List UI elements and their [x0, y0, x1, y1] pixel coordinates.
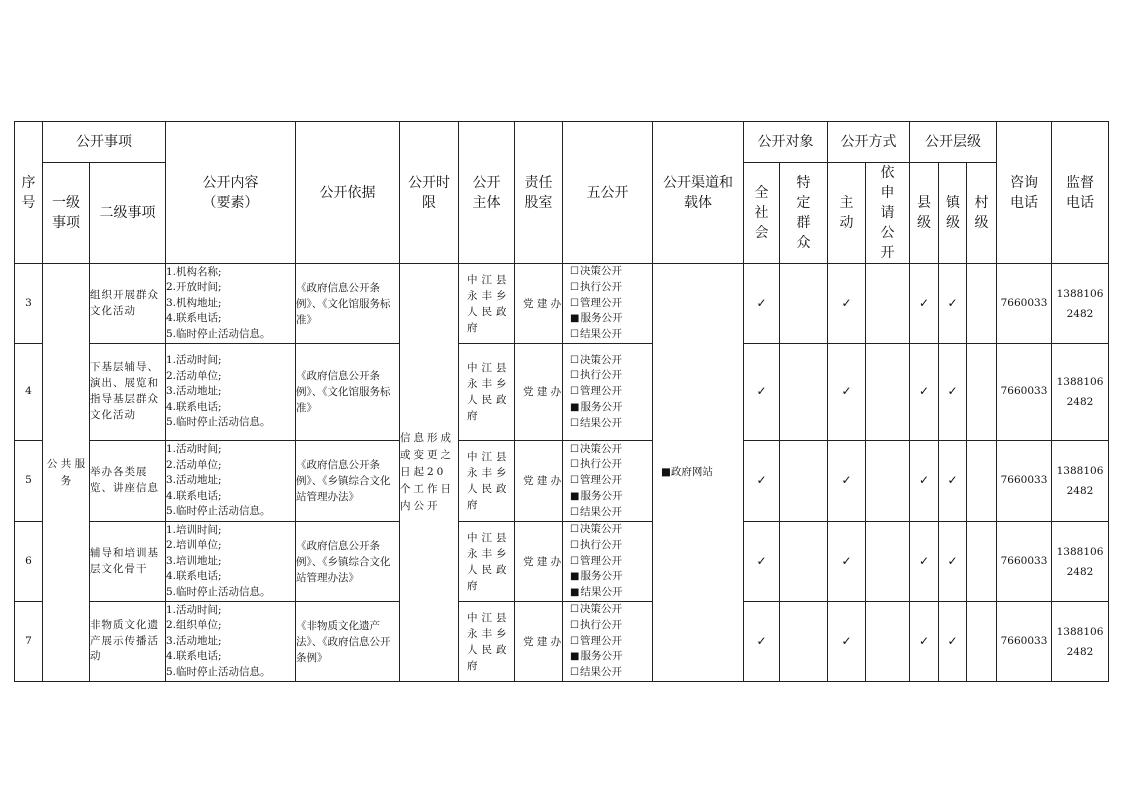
supervise-phone [1052, 344, 1109, 441]
content-line: 1.机构名称; [166, 265, 222, 278]
supervise-phone-part: 1388106 [1056, 376, 1104, 388]
header-aud-specific: 特定群众 [780, 163, 828, 264]
row-seq: 7 [15, 602, 43, 682]
row-content [166, 441, 296, 522]
checkbox-icon: ■ [570, 571, 580, 583]
check-active: ✓ [828, 441, 866, 522]
five-label: 结果公开 [579, 416, 622, 429]
five-label: 执行公开 [579, 618, 622, 631]
five-label: 决策公开 [579, 523, 622, 535]
check-apply [866, 441, 910, 522]
check-county: ✓ [910, 344, 939, 441]
content-line: 2.开放时间; [166, 281, 222, 294]
header-channel: 公开渠道和载体 [653, 122, 744, 264]
row-five [563, 441, 653, 522]
row-subject: 中江县永丰乡人民政府 [459, 264, 515, 344]
row-dept: 党 建 办 [515, 602, 563, 682]
time-limit-value: 信息形成或变更之日起20个工作日内公开 [400, 264, 459, 682]
checkbox-icon: ☐ [570, 619, 579, 631]
table-row [15, 344, 1109, 441]
five-label: 结果公开 [580, 586, 623, 599]
check-town: ✓ [939, 441, 967, 522]
table-row [15, 441, 1109, 522]
five-label: 决策公开 [579, 603, 622, 615]
supervise-phone-part: 1388106 [1056, 625, 1104, 638]
check-all: ✓ [744, 344, 780, 441]
table-row [15, 522, 1109, 602]
checkbox-icon: ☐ [570, 459, 579, 471]
consult-phone: 7660033 [997, 602, 1052, 682]
checkbox-icon: ■ [570, 587, 580, 599]
row-level2: 非物质文化遗产展示传播活动 [90, 602, 166, 682]
five-item [570, 264, 652, 280]
check-town: ✓ [939, 264, 967, 344]
check-active: ✓ [828, 602, 866, 682]
consult-phone: 7660033 [997, 441, 1052, 522]
level1-value: 公 共 服务 [43, 264, 90, 682]
content-line: 1.活动时间; [166, 603, 222, 616]
check-active: ✓ [828, 522, 866, 602]
supervise-phone [1052, 264, 1109, 344]
content-line: 4.联系电话; [166, 650, 222, 663]
content-line: 2.培训单位; [166, 539, 222, 552]
header-l-town: 镇级 [939, 163, 967, 264]
table-row [15, 602, 1109, 682]
content-line: 4.联系电话; [166, 489, 222, 502]
row-basis: 《政府信息公开条例》、《文化馆服务标准》 [296, 344, 400, 441]
checkbox-icon: ■ [570, 490, 580, 502]
check-all: ✓ [744, 264, 780, 344]
checkbox-icon: ☐ [570, 370, 579, 382]
content-line: 2.组织单位; [166, 619, 222, 632]
five-item [570, 416, 652, 432]
consult-phone: 7660033 [997, 522, 1052, 602]
checkbox-icon: ☐ [570, 667, 579, 679]
checkbox-icon: ☐ [570, 604, 579, 615]
five-item [570, 296, 652, 312]
table-row [15, 264, 1109, 344]
checkbox-icon: ■ [570, 401, 580, 413]
row-dept: 党 建 办 [515, 264, 563, 344]
row-five [563, 602, 653, 682]
row-level2: 下基层辅导、演出、展览和指导基层群众文化活动 [90, 344, 166, 441]
check-specific [780, 602, 828, 682]
checkbox-icon: ☐ [570, 354, 579, 366]
check-specific [780, 264, 828, 344]
row-content [166, 344, 296, 441]
row-level2: 组织开展群众文化活动 [90, 264, 166, 344]
row-subject: 中江县永丰乡人民政府 [459, 522, 515, 602]
check-town: ✓ [939, 344, 967, 441]
checkbox-icon: ☐ [570, 386, 579, 398]
five-label: 服务公开 [580, 650, 623, 663]
five-item [570, 327, 652, 343]
check-county: ✓ [910, 441, 939, 522]
check-specific [780, 441, 828, 522]
content-line: 5.临时停止活动信息。 [166, 585, 271, 598]
five-item [570, 649, 652, 665]
header-aud-all: 全社会 [744, 163, 780, 264]
checkbox-icon: ☐ [570, 539, 579, 551]
supervise-phone-part: 2482 [1066, 307, 1094, 320]
checkbox-icon: ☐ [570, 524, 579, 535]
row-basis: 《政府信息公开条例》、《乡镇综合文化站管理办法》 [296, 522, 400, 602]
five-item [570, 457, 652, 473]
content-line: 3.机构地址; [166, 296, 222, 309]
consult-phone: 7660033 [997, 264, 1052, 344]
check-all: ✓ [744, 602, 780, 682]
supervise-phone [1052, 602, 1109, 682]
header-matters: 公开事项 [43, 122, 166, 163]
content-line: 3.活动地址; [166, 385, 222, 398]
check-active: ✓ [828, 264, 866, 344]
header-method: 公开方式 [828, 122, 910, 163]
five-item [570, 634, 652, 650]
supervise-phone-part: 1388106 [1056, 287, 1104, 300]
content-line: 1.活动时间; [166, 443, 222, 456]
checkbox-icon: ■ [570, 313, 580, 325]
header-time-limit: 公开时限 [400, 122, 459, 264]
row-five [563, 522, 653, 602]
row-basis: 《政府信息公开条例》、《文化馆服务标准》 [296, 264, 400, 344]
consult-phone: 7660033 [997, 344, 1052, 441]
supervise-phone [1052, 441, 1109, 522]
five-item [570, 489, 652, 505]
checkbox-icon: ☐ [570, 475, 579, 487]
check-county: ✓ [910, 602, 939, 682]
five-item [570, 665, 652, 681]
checkbox-icon: ☐ [570, 506, 579, 518]
checkbox-icon: ☐ [570, 329, 579, 341]
check-all: ✓ [744, 522, 780, 602]
five-item [570, 368, 652, 384]
five-item [570, 280, 652, 296]
five-label: 结果公开 [579, 328, 622, 341]
content-line: 2.活动单位; [166, 369, 222, 382]
five-label: 决策公开 [579, 265, 622, 277]
five-label: 服务公开 [580, 400, 623, 413]
row-level2: 举办各类展览、讲座信息 [90, 441, 166, 522]
check-apply [866, 522, 910, 602]
row-subject: 中江县永丰乡人民政府 [459, 602, 515, 682]
five-item [570, 311, 652, 327]
five-label: 管理公开 [579, 296, 622, 309]
content-line: 5.临时停止活动信息。 [166, 665, 271, 678]
row-content [166, 522, 296, 602]
five-label: 管理公开 [579, 634, 622, 647]
five-item [570, 569, 652, 585]
check-specific [780, 522, 828, 602]
content-line: 1.培训时间; [166, 523, 222, 536]
supervise-phone-part: 2482 [1066, 565, 1094, 578]
header-consult: 咨询电话 [997, 122, 1052, 264]
check-apply [866, 602, 910, 682]
five-label: 执行公开 [579, 369, 622, 382]
content-line: 5.临时停止活动信息。 [166, 327, 271, 340]
check-village [967, 344, 997, 441]
row-dept: 党 建 办 [515, 344, 563, 441]
supervise-phone [1052, 522, 1109, 602]
check-village [967, 441, 997, 522]
five-label: 服务公开 [580, 570, 623, 583]
row-five [563, 344, 653, 441]
five-label: 服务公开 [580, 489, 623, 502]
checkbox-icon: ☐ [570, 555, 579, 567]
check-apply [866, 264, 910, 344]
supervise-phone-part: 2482 [1066, 485, 1094, 497]
supervise-phone-part: 2482 [1066, 645, 1094, 658]
five-item [570, 473, 652, 489]
check-specific [780, 344, 828, 441]
header-content: 公开内容（要素） [166, 122, 296, 264]
content-line: 4.联系电话; [166, 570, 222, 583]
check-town: ✓ [939, 522, 967, 602]
check-county: ✓ [910, 264, 939, 344]
row-level2: 辅导和培训基层文化骨干 [90, 522, 166, 602]
five-item [570, 618, 652, 634]
content-line: 5.临时停止活动信息。 [166, 416, 271, 429]
five-label: 决策公开 [579, 353, 622, 366]
check-apply [866, 344, 910, 441]
five-item [570, 554, 652, 570]
row-content [166, 602, 296, 682]
five-item [570, 538, 652, 554]
five-item [570, 353, 652, 369]
row-seq: 5 [15, 441, 43, 522]
five-label: 服务公开 [580, 312, 623, 325]
supervise-phone-part: 1388106 [1056, 465, 1104, 477]
five-label: 管理公开 [579, 554, 622, 567]
channel-value: ■政府网站 [653, 264, 744, 682]
header-subject: 公开主体 [459, 122, 515, 264]
row-seq: 4 [15, 344, 43, 441]
header-supervise: 监督电话 [1052, 122, 1109, 264]
content-line: 3.培训地址; [166, 554, 222, 567]
check-village [967, 264, 997, 344]
header-level1: 一级事项 [43, 163, 90, 264]
five-item [570, 585, 652, 601]
row-basis: 《政府信息公开条例》、《乡镇综合文化站管理办法》 [296, 441, 400, 522]
five-label: 结果公开 [579, 666, 622, 679]
row-subject: 中江县永丰乡人民政府 [459, 441, 515, 522]
header-level2: 二级事项 [90, 163, 166, 264]
content-line: 5.临时停止活动信息。 [166, 505, 271, 518]
supervise-phone-part: 1388106 [1056, 545, 1104, 558]
five-label: 决策公开 [579, 442, 622, 455]
check-active: ✓ [828, 344, 866, 441]
row-seq: 6 [15, 522, 43, 602]
content-line: 1.活动时间; [166, 354, 222, 367]
row-five [563, 264, 653, 344]
five-label: 管理公开 [579, 385, 622, 398]
checkbox-icon: ☐ [570, 266, 579, 277]
check-town: ✓ [939, 602, 967, 682]
five-item [570, 602, 652, 618]
row-seq: 3 [15, 264, 43, 344]
content-line: 2.活动单位; [166, 458, 222, 471]
check-village [967, 602, 997, 682]
five-label: 管理公开 [579, 474, 622, 487]
header-dept: 责任股室 [515, 122, 563, 264]
row-subject: 中江县永丰乡人民政府 [459, 344, 515, 441]
checkbox-icon: ■ [570, 651, 580, 663]
check-village [967, 522, 997, 602]
five-label: 执行公开 [579, 280, 622, 293]
checkbox-icon: ☐ [570, 417, 579, 429]
five-item [570, 384, 652, 400]
header-level: 公开层级 [910, 122, 997, 163]
five-item [570, 522, 652, 538]
five-label: 执行公开 [579, 538, 622, 551]
supervise-phone-part: 2482 [1066, 396, 1094, 408]
header-seq: 序号 [15, 122, 43, 264]
row-dept: 党 建 办 [515, 522, 563, 602]
content-line: 4.联系电话; [166, 400, 222, 413]
checkbox-icon: ☐ [570, 443, 579, 455]
check-county: ✓ [910, 522, 939, 602]
header-audience: 公开对象 [744, 122, 828, 163]
check-all: ✓ [744, 441, 780, 522]
header-l-county: 县级 [910, 163, 939, 264]
content-line: 4.联系电话; [166, 312, 222, 325]
header-m-apply: 依申请公开 [866, 163, 910, 264]
disclosure-table [14, 121, 1109, 682]
content-line: 3.活动地址; [166, 634, 222, 647]
checkbox-icon: ☐ [570, 635, 579, 647]
checkbox-icon: ☐ [570, 297, 579, 309]
header-five: 五公开 [563, 122, 653, 264]
content-line: 3.活动地址; [166, 474, 222, 487]
five-item [570, 442, 652, 458]
header-m-active: 主动 [828, 163, 866, 264]
five-item [570, 400, 652, 416]
five-label: 结果公开 [579, 505, 622, 518]
five-item [570, 505, 652, 521]
five-label: 执行公开 [579, 458, 622, 471]
row-basis: 《非物质文化遗产法》、《政府信息公开条例》 [296, 602, 400, 682]
row-content [166, 264, 296, 344]
header-basis: 公开依据 [296, 122, 400, 264]
row-dept: 党 建 办 [515, 441, 563, 522]
header-l-village: 村级 [967, 163, 997, 264]
checkbox-icon: ☐ [570, 281, 579, 293]
